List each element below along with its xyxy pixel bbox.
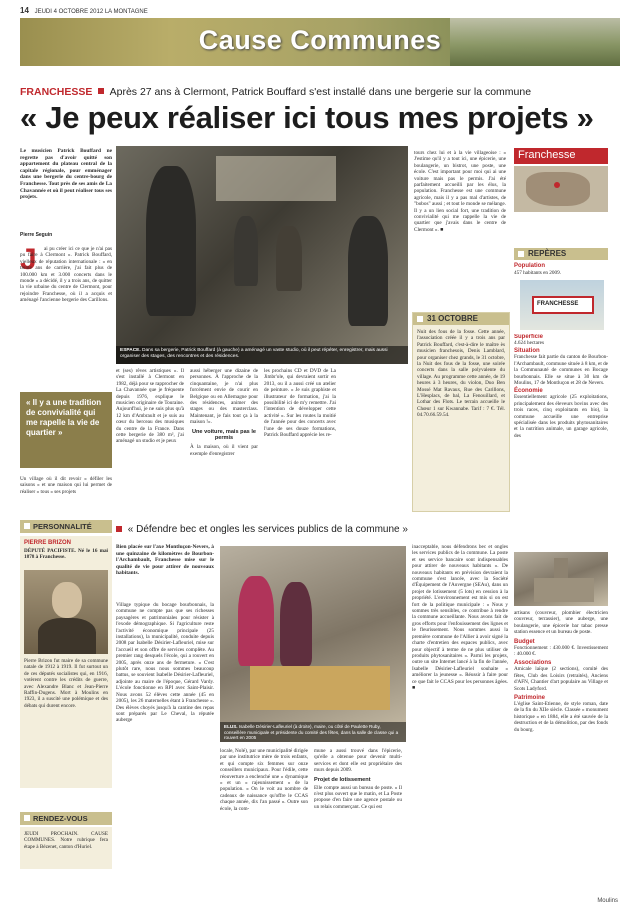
map-region: [526, 172, 590, 206]
square-bullet-icon: [116, 526, 122, 532]
article1-col-b-text: aussi héberger une dizaine de personnes. À l'approche de la cinquantaine, je n'ai plus forcément envie de courir en Belgique ou en Allemagne pour des résidences, animer des stages ou des masterclass. Maintenant, je fais tout ça à la maison !».: [190, 368, 258, 426]
church-photo: [514, 552, 608, 606]
article2-col1: Village typique du bocage bourbonnais, la commune ne compte pas que ses richesses paysagères et patrimoniales pour résister à l'exode démographique. Si l'agriculture reste l'activité économique principale (25 installations), la municipalité, conduite depuis 2008 par Isabelle Désirier-Lafleuriel, mise sur l'accueil et son offre de services complète. Au premier rang desquels l'école, qui a rouvert en 2005, après onze ans de fermeture. « C'est plutôt rare, nous nous sommes beaucoup battus, se souvient Isabelle Désirier-Lafleuriel, adjointe au maire de l'époque, Gérard Vardy. L'école fonctionne en RPI avec Saint-Plaisir. Nous avons 52 élèves cette année (45 en 2005), les 26 maternelles étant à Franchesse ». Des élèves choyés jusqu'à la cantine des repas sont préparés par Le Cheval, la réputée auberge: [116, 602, 214, 724]
map-marker-icon: [554, 182, 560, 188]
road-sign: [532, 296, 594, 314]
photo-caption-bar: [116, 346, 408, 364]
musician-figure: [348, 216, 388, 326]
article2-col2: locale, Nolé), par une municipalité dirigée par une institutrice mère de trois enfants, et qui compte six femmes sur onze conseillers municipaux. Pour l'édile, cette réouverture a enclenché une « dynamique » et un « rajeunissement » de la population. « On le voit au nombre de cadeaux de naissance qu'offre le CCAS chaque année, dix l'an passé ». Outre son école, la com-: [220, 748, 308, 812]
square-bullet-icon: [98, 88, 104, 94]
article1-col-b-text2: À la maison, où il vient par exemple d'enregistrer: [190, 444, 258, 457]
classroom-table: [250, 666, 390, 710]
patrimoine-title: Patrimoine: [514, 695, 546, 702]
article2-col3-subhead: Projet de lotissement: [314, 776, 371, 783]
photo-caption: Dans sa bergerie, Patrick Bouffard (à gauche) a aménagé un vaste studio, où il peut répéter, enregistrer, mais aussi organiser des stages, des rencontres et des résidences.: [120, 348, 388, 359]
personnalite-text: Pierre Brizon fut maire de sa commune natale de 1912 à 1919. Il fut surtout un de ces députés socialistes qui, en 1916, votèrent contre les crédits de guerre, avec Alexandre Blanc et Jean-Pierre Raffin-Dugens. Mort à Moulins en 1923, il a suscité une polémique et des débats qui durent encore.: [24, 658, 108, 709]
page-header: [20, 6, 620, 16]
road-sign-text: FRANCHESSE: [537, 301, 579, 307]
article1-col-d: tours chez lui et à la vie villageoise : « J'estime qu'il y a tout ici, une épicerie, une boulangerie, un bistrot, une poste, une école. C'est important pour moi qui ai une voiture mais pas le permis. J'ai été parfaitement accueilli par les élus, la population. Franchesse est une commune agricole, mais il y a pas mal d'artistes, de "bobos" aussi ; et tout le monde se mélange. Il y a un lien social fort, une tradition de convivialité qui me rappelle la vie de quartier que j'avais dans le centre de Clermont ». ■: [414, 150, 506, 233]
article2-col3-text2: Elle compte aussi un bureau de poste. « Il n'est plus ouvert que le matin, et La Poste propose d'en faire une agence postale ou un relais commerçant. Ce qui est: [314, 784, 402, 810]
sidebar-facts: [514, 334, 608, 548]
article2-headline-text: « Défendre bec et ongles les services publics de la commune »: [127, 524, 408, 535]
article1-col-b: [190, 368, 258, 510]
person-figure: [280, 582, 312, 666]
personnalite-box: [20, 536, 112, 788]
photo-caption-wrap: [120, 348, 404, 360]
pull-quote: « Il y a une tradition de convivialité qui me rapelle la vie de quartier »: [26, 398, 102, 437]
personnalite-name: PIERRE BRIZON: [24, 540, 72, 546]
personnalite-title: PERSONNALITÉ: [33, 522, 92, 531]
article2-headline: [116, 524, 510, 538]
article2-caption: Isabelle Désirier-Lafleuriel (à droite), maire, ou côté de Paulette Ruby, conseillère municipale et présidente du comité des fêtes, dans la salle de classe qui a rouvert en 2005: [224, 724, 399, 741]
square-bullet-icon: [518, 251, 524, 257]
article2-col3: [314, 748, 402, 884]
population-text: 457 habitants en 2009.: [514, 270, 561, 276]
town-label: Franchesse: [518, 149, 576, 161]
section-banner: [20, 18, 620, 66]
square-bullet-icon: [24, 523, 30, 529]
page-number: 14: [20, 6, 29, 15]
associations-title: Associations: [514, 660, 552, 667]
musician-figure: [146, 166, 196, 316]
article1-col-a: et (ses) rêves artistiques ». Il s'est installé à Clermont en 1982, déjà pour se rapprocher de La Chavannée que je fréquente depuis 1976, explique le musicien originaire de Touraine. Aujourd'hui, je ne suis plus qu'à 12 km d'Ambrault et je suis au cœur du berceau des musiques du centre de la France. Dans cette bergerie de 380 m², j'ai aménagé un studio et je peux: [116, 368, 184, 445]
article2-caption-label: ELUS.: [224, 724, 238, 729]
article1-byline: Pierre Seguin: [20, 232, 53, 238]
october-box-header: [413, 313, 509, 325]
article1-body-intro: ai pu créer ici ce que je n'ai pas pu faire à Clermont ». Patrick Bouffard, vielleux de réputation internationale : « en trente ans de carrière, j'ai fait plus de 100.000 km et 3.000 concerts dans le monde » a décidé, il y a trois ans, de quitter la vie urbaine du centre de Clermont, pour rejoindre Franchesse, où il a acquis et aménagé l'ancienne bergerie des Carillons.: [20, 246, 112, 304]
article2-lead: Bien placée sur l'axe Montluçon-Nevers, à une quinzaine de kilomètres de Bourbon-l'Archambault, Franchesse mise sur le qualité de vie pour attirer de nouveaux habitants.: [116, 544, 214, 577]
article1-deck-line: [20, 86, 620, 100]
situation-text: Franchesse fait partie du canton de Bourbon-l'Archambault, commune située à 8 km, et de la Communauté de communes en Bocage bourbonnais. Elle se situe à 30 km de Moulins, 17 de Montluçon et 28 de Nevers.: [514, 354, 608, 387]
article1-headline: « Je peux réaliser ici tous mes projets »: [20, 100, 594, 135]
article2-photo: [220, 546, 406, 742]
october-box-text: Nuit des fous de la fosse. Cette année, l'association créée il y a trois ans par Patrick Bouffard, c'est-à-dire le maître ès musicien franchesois, Denis Lamblard, pour organiser chez grands, le 31 octobre, la Nuit des fous de la fosse, une soirée concerts dans la salle polyvalente du village. Au programme cette année, de 19 heures à 3 heures, du violon, Duo Ben Mossé Mat Ravaux, Rue des Carillons, L'Hesplacs, de bal, La Fenouillard, et Lothar des Flots. Le terrain accueille le Chœur 1 sur Kwannabe. Tarif : 7 €. Tél. 04.70.66.59.54.: [417, 329, 505, 419]
photo-caption-bar: [220, 722, 406, 742]
economie-text: Essentiellement agricole (25 exploitations, principalement des éleveurs bovins avec des trois races, cinq exploitants en bio), la commune accueille une entreprise spécialisée dans les produits phytosanitaires et la nutrition animale, un garage agricole, des: [514, 394, 608, 439]
portrait-photo: [24, 570, 108, 654]
rendezvous-header: [20, 812, 112, 825]
personnalite-birth: DÉPUTÉ PACIFISTE. Né le 16 mai 1878 à Franchesse.: [24, 548, 108, 561]
rendezvous-title: RENDEZ-VOUS: [33, 814, 88, 823]
photo-caption-label: ESPACE.: [120, 348, 141, 353]
rendezvous-box: [20, 827, 112, 869]
person-figure: [238, 576, 274, 666]
footer-section: Moulins: [597, 898, 618, 904]
article2-caption-wrap: [224, 724, 402, 741]
rendezvous-text: JEUDI PROCHAIN. CAUSE COMMUNES. Notre rubrique fera étape à Bézenet, canton d'Huriel.: [24, 831, 108, 850]
square-bullet-icon: [417, 316, 423, 322]
article2-col3-text: mune a aussi trouvé dans l'épicerie, qu'elle a obtenue pour devenir multi-services et dont elle est propriétaire des murs depuis 2009.: [314, 748, 402, 774]
banner-title: Cause Communes: [198, 25, 442, 55]
october-box-title: 31 OCTOBRE: [427, 314, 478, 323]
church-nave: [534, 578, 594, 602]
artisans-text: artisans (couvreur, plombier électricien couvreur, terrassier), une auberge, une boulangerie, une épicerie bar tabac presse station essence et un bureau de poste.: [514, 610, 608, 636]
window-light: [216, 156, 336, 201]
article1-col-b-subhead: Une voiture, mais pas le permis: [191, 428, 257, 442]
musician-figure: [276, 226, 302, 291]
musician-figure: [234, 216, 258, 286]
reperes-title: REPÈRES: [528, 249, 567, 258]
reperes-header: [514, 248, 608, 260]
road-sign-photo: [520, 280, 604, 330]
budget-text: Fonctionnement : 430.000 €. Investissement : 40.000 €.: [514, 644, 608, 658]
budget-title: Budget: [514, 638, 535, 645]
article1-body-after-quote: Un village où il dit revoir « défiler les saisons » et une maison qui lui permet de réaliser « tous » ses projets: [20, 476, 112, 495]
personnalite-header: [20, 520, 112, 533]
article2-col4: inacceptable, nous défendrons bec et ongles les services publics de la commune. La poste et ses service bancaire sont indispensables pour attirer de nouveaux habitants ». De nouveaux habitants en prévision devraient la commune s'est lancée, avec la Société d'Équipement de l'Auvergne (SEAu), dans un projet de lotissement (5 lots) en cession à la propriété. L'environnement est mis si on est fort de la politique municipale : « Nous y sommes très sensibles, ce contribue à rendre la commune accueillante. Nous avons fait de gros efforts pour l'enfouissement des lignes et le fleurissement. Nous sommes aussi la première commune de l'Allier à avoir signé la charte d'entretien des espaces publics, avec pour objectif à terme de ne plus utiliser de produits phytosanitaires ». Parmi les projets, outre un site Internet lancé à la fin de l'année, Isabelle Désirier-Lafleuriel souhaite « améliorer la jeunesse ». Réussir à faire pour ce que fait le CCAS pour les personnes âgées. ■: [412, 544, 508, 691]
article1-lead: Le musicien Patrick Bouffard ne regrette pas d'avoir quitté son appartement du plateau central de la capitale régionale, pour emménager dans une bergerie du centre-bourg de Franchesse. Tout près de ses amis de La Chavannée et où il peut réaliser tous ses projets.: [20, 148, 112, 201]
article1-drop-cap: J: [20, 243, 37, 276]
location-map: [514, 166, 608, 212]
population-title: Population: [514, 263, 545, 269]
article1-col-c: les prochains CD et DVD de La Jimbr'ole, qui devraient sortir en 2013, ou il a aussi créé un atelier de peinture. « Je suis graphiste et illustrateur de formation, j'ai la possibilité ici de m'y remettre. J'ai l'intention de développer cette activité ». Sur les routes la moitié de l'année pour des concerts avec l'une de ses douze formations, Patrick Bouffard apprécie les re-: [264, 368, 336, 439]
superficie-text: 4.624 hectares: [514, 340, 544, 346]
article1-photo: [116, 146, 408, 364]
article1-kicker: FRANCHESSE: [20, 86, 93, 98]
superficie-title: Superficie: [514, 334, 544, 340]
economie-title: Économie: [514, 388, 543, 395]
situation-title: Situation: [514, 348, 540, 355]
dateline: JEUDI 4 OCTOBRE 2012 LA MONTAGNE: [34, 9, 148, 15]
pull-quote-box: [20, 392, 112, 468]
square-bullet-icon: [24, 815, 30, 821]
town-label-bar: [514, 148, 608, 164]
sidebar-facts-2: [514, 610, 608, 882]
article1-deck: Après 27 ans à Clermont, Patrick Bouffard s'est installé dans une bergerie sur la commune: [109, 86, 532, 98]
portrait-body: [38, 618, 96, 654]
october-box: [412, 312, 510, 512]
associations-text: Amicale laïque (2 sections), comité des fêtes, Club des Loisirs (retraités), Anciens d'AFN, Chantier d'art populaire au Village et Scots Ladyford.: [514, 666, 608, 692]
patrimoine-text: L'église Saint-Etienne, de style roman, date de la fin du XIIe siècle. Classée « monument historique » en 1884, elle a été sauvée de la destruction et de la démolition, par des fonds du bourg.: [514, 701, 608, 733]
portrait-head: [52, 582, 82, 618]
